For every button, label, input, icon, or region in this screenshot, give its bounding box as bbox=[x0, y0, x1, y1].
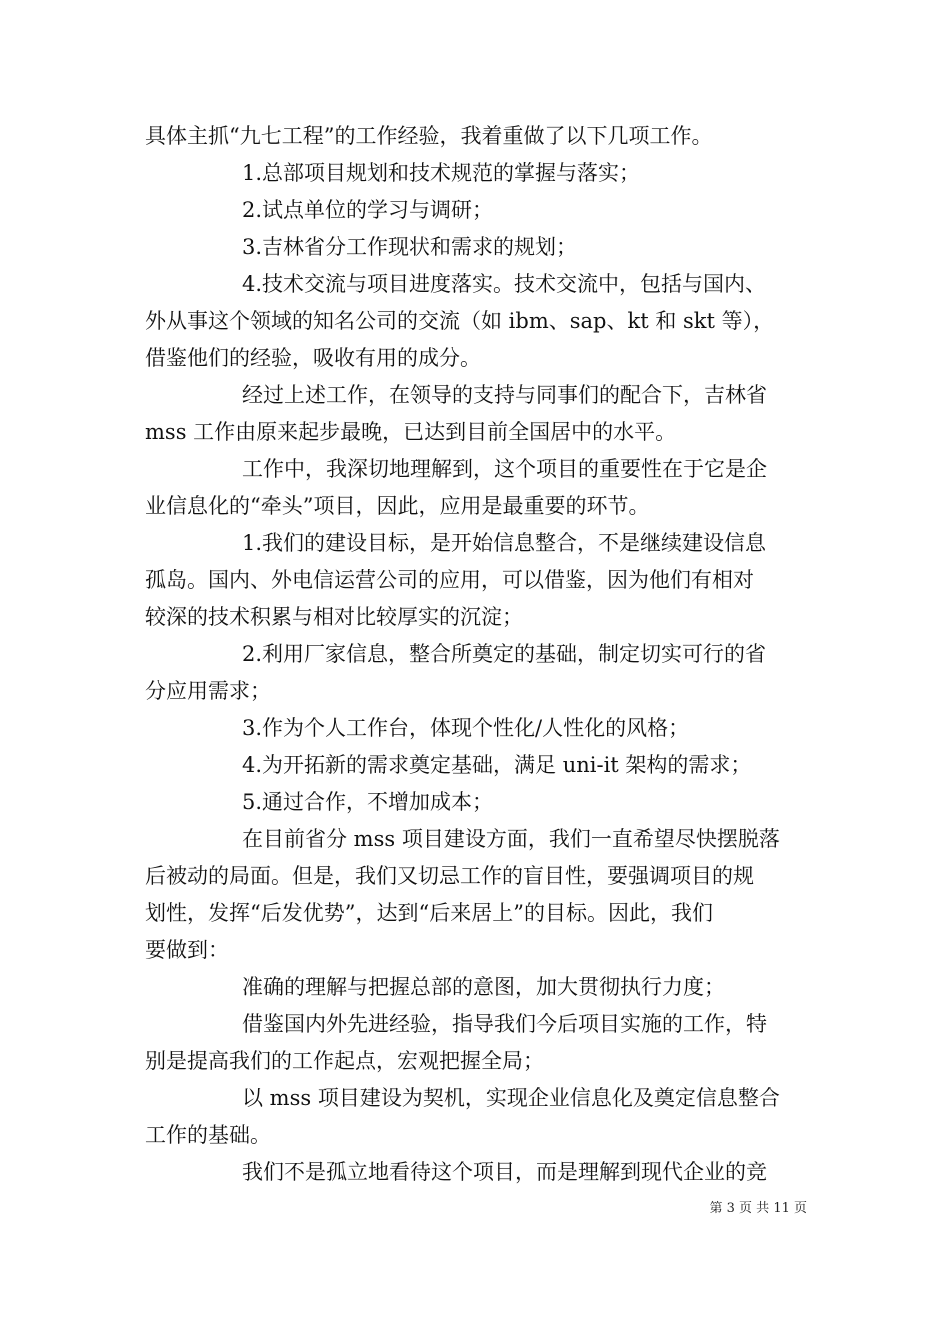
text-line: 经过上述工作，在领导的支持与同事们的配合下，吉林省 bbox=[242, 383, 767, 407]
text-line: 借鉴他们的经验，吸收有用的成分。 bbox=[145, 346, 481, 370]
text-line: 4.技术交流与项目进度落实。技术交流中，包括与国内、 bbox=[242, 272, 767, 296]
text-line: 划性，发挥“后发优势”，达到“后来居上”的目标。因此，我们 bbox=[145, 901, 713, 925]
text-line: 别是提高我们的工作起点，宏观把握全局； bbox=[145, 1049, 544, 1073]
text-line: 1.我们的建设目标，是开始信息整合，不是继续建设信息 bbox=[242, 531, 767, 555]
text-line: 3.作为个人工作台，体现个性化/人性化的风格； bbox=[242, 716, 690, 740]
page-number-footer: 第 3 页 共 11 页 bbox=[709, 1201, 807, 1216]
text-line: 孤岛。国内、外电信运营公司的应用，可以借鉴，因为他们有相对 bbox=[145, 568, 754, 592]
text-line: 以 mss 项目建设为契机，实现企业信息化及奠定信息整合 bbox=[242, 1086, 780, 1110]
text-line: 工作中，我深切地理解到，这个项目的重要性在于它是企 bbox=[242, 457, 767, 481]
text-line: 准确的理解与把握总部的意图，加大贯彻执行力度； bbox=[242, 975, 725, 999]
text-line: 在目前省分 mss 项目建设方面，我们一直希望尽快摆脱落 bbox=[242, 827, 780, 851]
text-line: 分应用需求； bbox=[145, 679, 271, 703]
text-line: 较深的技术积累与相对比较厚实的沉淀； bbox=[145, 605, 523, 629]
text-line: 我们不是孤立地看待这个项目，而是理解到现代企业的竞 bbox=[242, 1160, 767, 1184]
text-line: 具体主抓“九七工程”的工作经验，我着重做了以下几项工作。 bbox=[145, 124, 713, 148]
text-line: 1.总部项目规划和技术规范的掌握与落实； bbox=[242, 161, 641, 185]
text-line: 3.吉林省分工作现状和需求的规划； bbox=[242, 235, 578, 259]
text-line: 要做到： bbox=[145, 938, 229, 962]
text-line: mss 工作由原来起步最晚，已达到目前全国居中的水平。 bbox=[145, 420, 677, 444]
body-text bbox=[145, 118, 807, 1191]
text-line: 4.为开拓新的需求奠定基础，满足 uni-it 架构的需求； bbox=[242, 753, 752, 777]
text-line: 工作的基础。 bbox=[145, 1123, 271, 1147]
text-line: 借鉴国内外先进经验，指导我们今后项目实施的工作，特 bbox=[242, 1012, 767, 1036]
text-line: 2.试点单位的学习与调研； bbox=[242, 198, 494, 222]
text-line: 外从事这个领域的知名公司的交流（如 ibm、sap、kt 和 skt 等）， bbox=[145, 309, 775, 333]
text-line: 2.利用厂家信息，整合所奠定的基础，制定切实可行的省 bbox=[242, 642, 767, 666]
text-line: 5.通过合作，不增加成本； bbox=[242, 790, 494, 814]
text-line: 后被动的局面。但是，我们又切忌工作的盲目性，要强调项目的规 bbox=[145, 864, 754, 888]
text-line: 业信息化的“牵头”项目，因此，应用是最重要的环节。 bbox=[145, 494, 650, 518]
